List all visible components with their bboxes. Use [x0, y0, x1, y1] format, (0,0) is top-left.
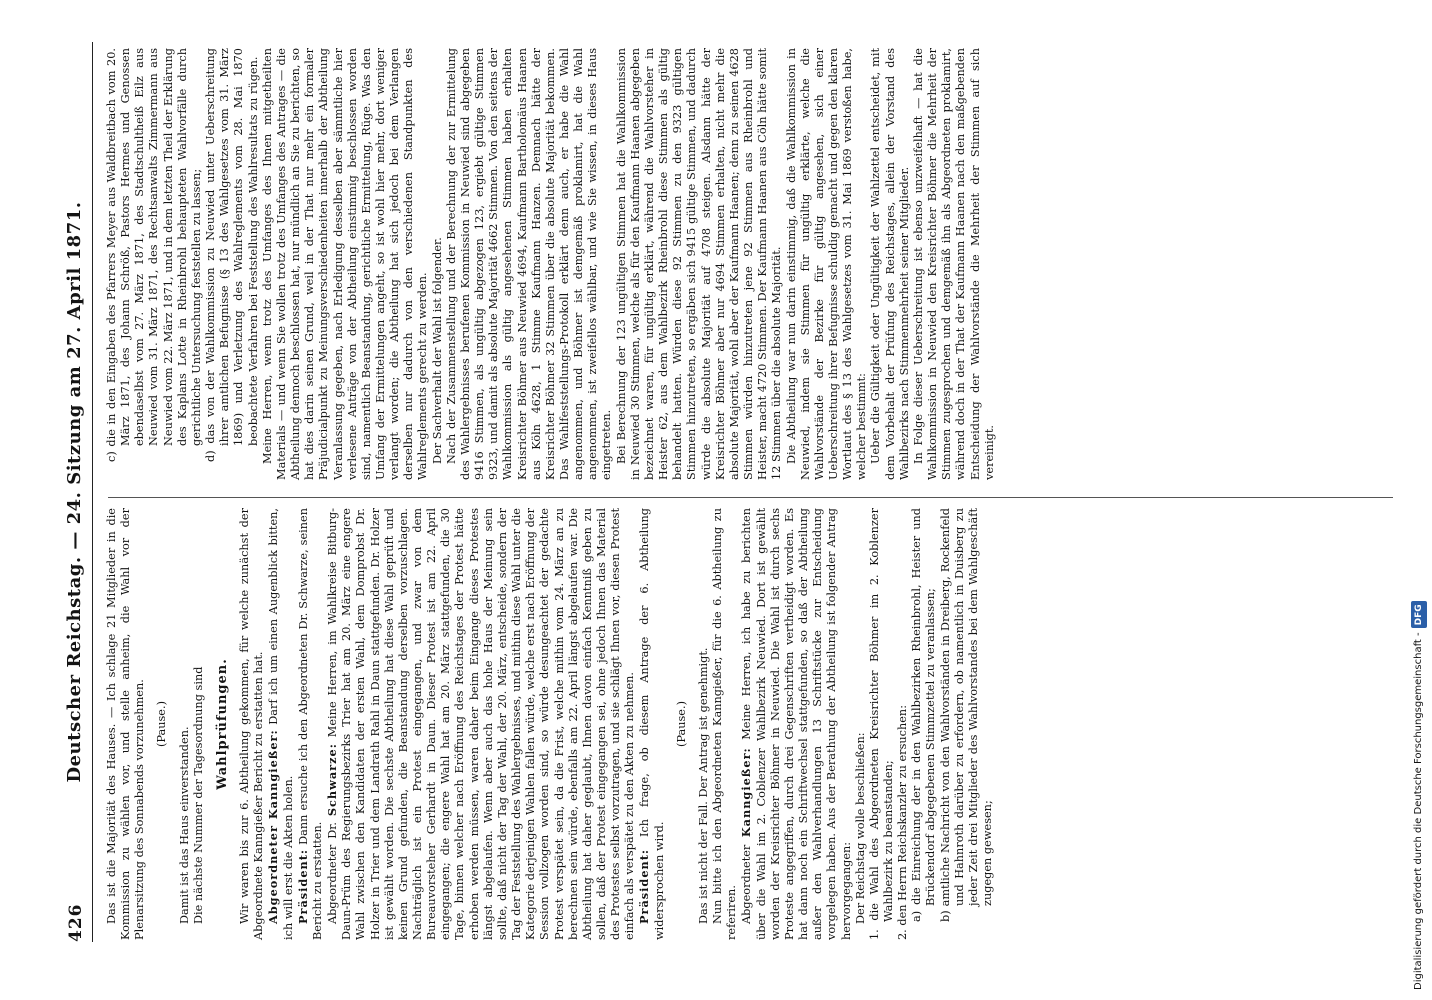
speech-text: Darf ich um einen Augenblick bitten, ich will erst die Akten holen. — [267, 508, 295, 940]
right-column — [105, 48, 997, 480]
page-number: 426 — [66, 903, 86, 942]
speech-paragraph — [637, 508, 666, 940]
page-header-title: Deutscher Reichstag. — 24. Sitzung am 27. April 1871. — [64, 201, 85, 783]
speaker-title: Abgeordneter Dr. — [326, 821, 340, 924]
left-column — [105, 508, 995, 940]
credit-text: Digitalisierung gefördert durch die Deutsche Forschungsgemeinschaft - — [1413, 632, 1424, 990]
paragraph: Das ist nicht der Fall. Der Antrag ist genehmigt. — [696, 647, 710, 924]
paragraph: Der Sachverhalt der Wahl ist folgender. — [430, 237, 444, 464]
digitization-credit — [1408, 0, 1428, 1000]
paragraph: Die Abtheilung war nun darin einstimmig, daß die Wahlkommission in Neuwied, indem sie Stimmen für ungültig erklärte, welche die Wahlvorstände der Bezirke für gültig angesehen, sich einer Ueberschreitung ihrer Befugnisse schuldig gemacht und gegen den klaren Wortlaut des § 13 des Wahlgesetzes vom 31. Mai 1869 verstoßen habe, welcher bestimmt: — [784, 48, 869, 480]
paragraph: Nun bitte ich den Abgeordneten Kanngießer, für die 6. Abtheilung zu referiren. — [711, 508, 739, 940]
paragraph: Der Reichstag wolle beschließen: — [853, 732, 867, 924]
column-divider — [108, 497, 1393, 498]
stage-direction: (Pause.) — [155, 701, 169, 747]
speaker-name: Schwarze: — [325, 743, 340, 817]
speech-paragraph — [739, 508, 853, 940]
speaker-name: Kanngießer: — [739, 747, 754, 838]
paragraph: Meine Herren, wenn trotz des Umfanges des Ihnen mitgetheilten Materials — und wenn Sie wollen trotz des Umfanges des Antrages — die Abtheilung dennoch beschlossen hat, nur mündlich an Sie zu berichten, so hat dies darin seinen Grund, weil in der That nur mehr ein formaler Präjudicialpunkt zu Meinungsverschiedenheiten innerhalb der Abtheilung Veranlassung gegeben, nach Erledigung desselben aber sämmtliche hier verlesene Anträge von der Abtheilung einstimmig beschlossen worden sind, namentlich Beanstandung, gerichtliche Ermittelung, Rüge. Was den Umfang der Ermittelungen angeht, so ist wohl hier mehr, dort weniger verlangt worden; die Abtheilung hat sich jedoch bei dem Verlangen derselben nur dadurch von den verschiedenen Standpunkten des Wahlreglements gerecht zu werden. — [260, 48, 430, 480]
speaker-title: Abgeordneter — [740, 844, 754, 924]
section-heading: Wahlprüfungen. — [214, 658, 230, 790]
sub-list-item: b) amtliche Nachricht von den Wahlvorständen in Dreiberg, Rockenfeld und Hahnroth darüber zu erfordern, ob namentlich in Duisberg zu jeder Zeit drei Mitglieder des Wahlvorstandes bei dem Wahlgeschäft zugegen gewesen; — [938, 508, 995, 922]
speech-text: Meine Herren, im Wahlkreise Bitburg-Daun-Prüm des Regierungsbezirks Trier hat am 20. März eine engere Wahl zwischen den Kandidaten der ersten Wahl, dem Domprobst Dr. Holzer in Trier und dem Landrath Rahl in Daun stattgefunden. Dr. Holzer ist gewählt worden. Die sechste Abtheilung hat diese Wahl geprüft und keinen Grund gefunden, die Beanstandung derselben vorzuschlagen. Nachträglich ist ein Protest eingegangen, und zwar von dem Bureauvorsteher Gerhardt in Daun. Dieser Protest ist am 22. April eingegangen; die engere Wahl hat am 20. März stattgefunden, die 30 Tage, binnen welcher nach Eröffnung des Reichstages der Protest hätte erhoben werden müssen, waren daher beim Eingange dieses Protestes längst abgelaufen. Wenn aber auch das hohe Haus der Meinung sein sollte, daß nicht der Tag der Wahl, der 20. März, entscheide, sondern der Tag der Feststellung des Wahlergebnisses, und mithin diese Wahl unter die Kategorie derjenigen Wahlen fallen würde, welche erst nach Eröffnung der Session vollzogen worden sind, so würde desungeachtet der gedachte Protest verspätet sein, da die Frist, welche mithin vom 24. März an zu berechnen sein würde, ebenfalls am 22. April längst abgelaufen war. Die Abtheilung hat daher geglaubt, Ihnen davon einfach Kenntniß geben zu sollen, daß der Protest eingegangen sei, ohne jedoch Ihnen das Material des Protestes selbst vorzutragen, und sie schlägt Ihnen vor, diesen Protest einfach als verspätet zu den Akten zu nehmen. — [326, 508, 637, 940]
speaker-name: Präsident: — [295, 848, 310, 924]
speech-text: Ich frage, ob diesem Antrage der 6. Abtheilung widersprochen wird. — [638, 508, 666, 940]
paragraph: Wir waren bis zur 6. Abtheilung gekommen, für welche zunächst der Abgeordnete Kanngießer Bericht zu erstatten hat. — [238, 508, 266, 940]
paragraph: Die nächste Nummer der Tagesordnung sind — [191, 666, 205, 924]
paragraph: Das ist die Majorität des Hauses. — Ich schlage 21 Mitglieder in die Kommission zu wählen vor, und stelle anheim, die Wahl vor der Plenarsitzung des Sonnabends vorzunehmen. — [105, 508, 147, 940]
stage-direction: (Pause.) — [674, 701, 688, 747]
speech-paragraph — [296, 508, 325, 940]
sub-list-item: a) die Einreichung der in den Wahlbezirken Rheinbrohl, Heister und Brückendorf abgegebenen Stimmzettel zu veranlassen; — [910, 508, 938, 922]
sub-list-item: c) die in den Eingaben des Pfarrers Meyer aus Waldbreitbach vom 20. März 1871, des Johann Schröß, Pastors Hermes und Genossen ebendaselbst vom 27. März 1871, des Stadtschultheiß Eilz aus Neuwied vom 31. März 1871, des Rechtsanwalts Zimmermann aus Neuwied vom 22. März 1871, und in dem letzten Theil der Erklärung des Kaplans Lotte in Rheinbrohl behaupteten Wahlvorfälle durch gerichtliche Untersuchung feststellen zu lassen; — [105, 48, 203, 462]
paragraph: Nach der Zusammenstellung und der Berechnung der zur Ermittelung des Wahlergebnisses berufenen Kommission in Neuwied sind abgegeben 9416 Stimmen, als ungültig abgezogen 123, ergiebt gültige Stimmen 9323, und damit als absolute Majorität 4662 Stimmen. Von den seitens der Wahlkommission als gültig angesehenen Stimmen haben erhalten Kreisrichter Böhmer aus Neuwied 4694, Kaufmann Bartholomäus Haanen aus Köln 4628, 1 Stimme Kaufmann Hanzen. Demnach hätte der Kreisrichter Böhmer 32 Stimmen über die absolute Majorität bekommen. Das Wahlfeststellungs-Protokoll erklärt denn auch, er habe die Wahl angenommen, und Böhmer ist demgemäß proklamirt, hat die Wahl angenommen, ist zweifellos wählbar, und wie Sie wissen, in dieses Haus eingetreten. — [444, 48, 614, 480]
speaker-name: Präsident: — [637, 848, 652, 924]
quoted-law: Ueber die Gültigkeit oder Ungültigkeit der Wahlzettel entscheidet, mit dem Vorbehalt der Prüfung des Reichstages, allein der Vorstand des Wahlbezirks nach Stimmenmehrheit seiner Mitglieder. — [869, 48, 911, 480]
paragraph: Bei Berechnung der 123 ungültigen Stimmen hat die Wahlkommission in Neuwied 30 Stimmen, welche als für den Kaufmann Haanen abgegeben bezeichnet waren, für ungültig erklärt, während die Wahlvorsteher in Heister 62, aus dem Wahlbezirk Rheinbrohl diese Stimmen als gültig behandelt hatten. Würden diese 92 Stimmen zu den 9323 gültigen Stimmen hinzutreten, so ergäben sich 9415 gültige Stimmen, und dadurch würde die absolute Majorität auf 4708 steigen. Alsdann hätte der Kreisrichter Böhmer aber nur 4694 Stimmen erhalten, nicht mehr die absolute Majorität, wohl aber der Kaufmann Haanen; denn zu seinen 4628 Stimmen würden hinzutreten jene 92 Stimmen aus Rheinbrohl und Heister, macht 4720 Stimmen. Der Kaufmann Haanen aus Cöln hätte somit 12 Stimmen über die absolute Majorität. — [614, 48, 784, 480]
dfg-logo: DFG — [1411, 601, 1427, 628]
speaker-name: Abgeordneter Kanngießer: — [266, 729, 281, 924]
running-head — [62, 42, 93, 942]
list-item: 2. den Herrn Reichskanzler zu ersuchen: — [896, 704, 910, 940]
speech-paragraph — [325, 508, 637, 940]
speech-text: Dann ersuche ich den Abgeordneten Dr. Schwarze, seinen Bericht zu erstatten. — [296, 508, 324, 940]
list-item: 1. die Wahl des Abgeordneten Kreisrichter Böhmer im 2. Koblenzer Wahlbezirk zu beanstanden; — [867, 508, 895, 940]
sub-list-item: d) das von der Wahlkommission zu Neuwied unter Ueberschreitung ihrer amtlichen Befugnisse (§ 13 des Wahlgesetzes vom 31. März 1869) und Verletzung des Wahlreglements vom 28. Mai 1870 beobachtete Verfahren bei Feststellung des Wahlresultats zu rügen. — [204, 48, 260, 462]
speech-paragraph — [266, 508, 295, 940]
paragraph: In Folge dieser Ueberschreitung ist ebenso unzweifelhaft — hat die Wahlkommission in Neuwied den Kreisrichter Böhmer die Mehrheit der Stimmen zugesprochen und demgemäß ihn als Abgeordneten proklamirt, während doch in der That der Kaufmann Haanen nach den maßgebenden Entscheidung der Wahlvorstände die Mehrheit der Stimmen auf sich vereinigt. — [911, 48, 996, 480]
speech-text: Meine Herren, ich habe zu berichten über die Wahl im 2. Coblenzer Wahlbezirk Neuwied. Dort ist gewählt worden der Kreisrichter Böhmer in Neuwied. Die Wahl ist durch sechs Proteste angegriffen, durch drei Gegenschriften vertheidigt worden. Es hat dann noch ein Schriftwechsel stattgefunden, so daß der Abtheilung außer den Wahlverhandlungen 13 Schriftstücke zur Entscheidung vorgelegen haben. Aus der Berathung der Abtheilung ist folgender Antrag hervorgegangen: — [740, 508, 853, 940]
paragraph: Damit ist das Haus einverstanden. — [177, 726, 191, 924]
